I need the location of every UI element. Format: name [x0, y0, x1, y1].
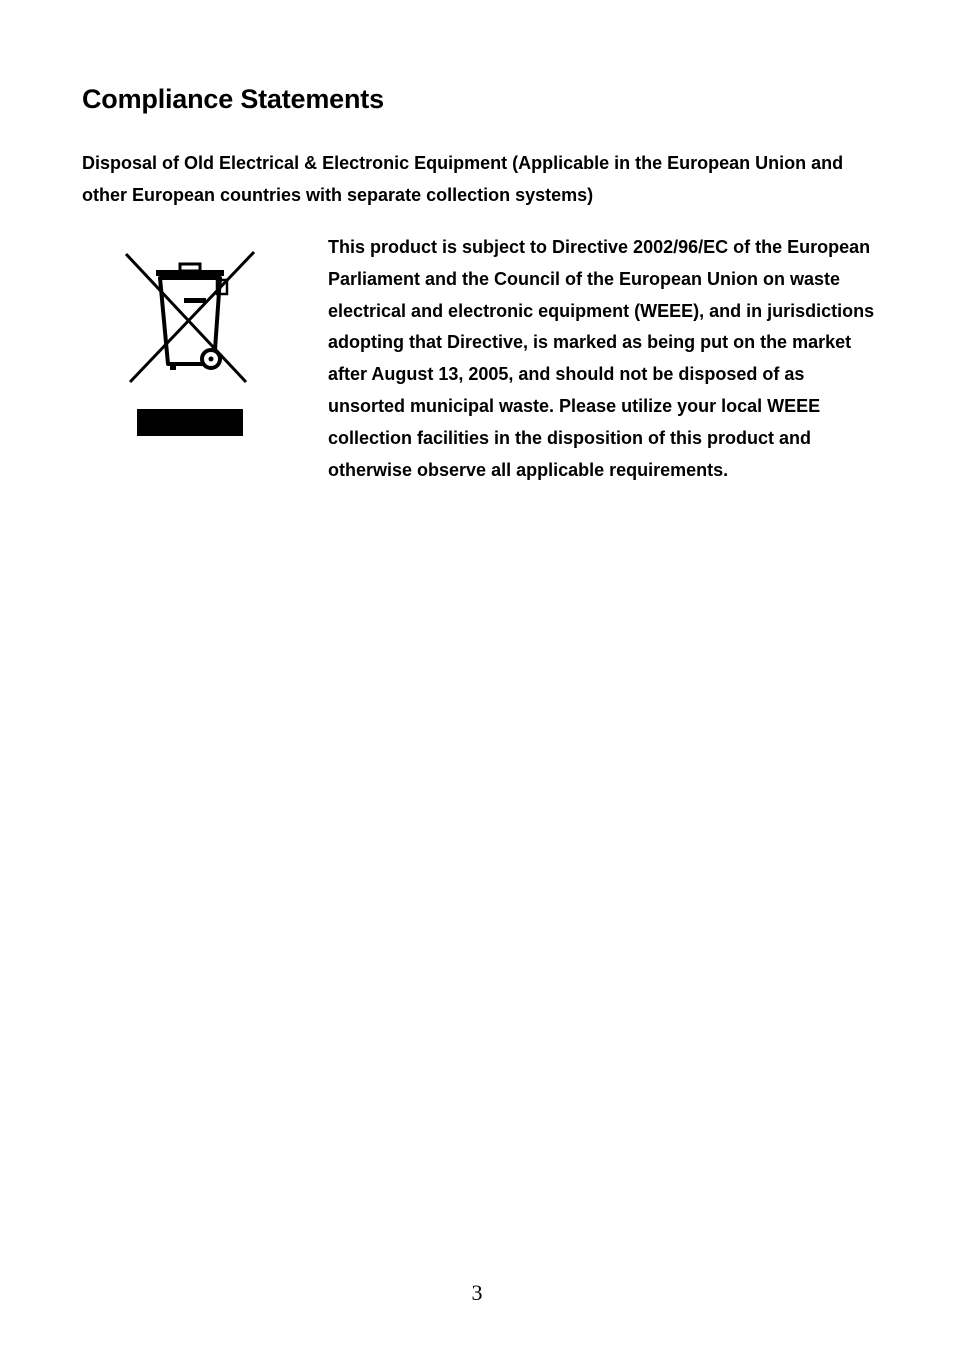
- directive-paragraph: This product is subject to Directive 2002/96/EC of the European Parliament and the Council of the European Union on waste electrical and electronic equipment (WEEE), and in jurisdictions adopting that Directive, is marked as being put on the market after August 13, 2005, and should not be disposed of as unsorted municipal waste. Please utilize your local WEEE collection facilities in the disposition of this product and otherwise observe all applicable requirements.: [328, 237, 875, 480]
- page-title: Compliance Statements: [82, 84, 384, 114]
- page-number: 3: [471, 1280, 483, 1305]
- crossed-out-wheelie-bin-icon: [122, 248, 262, 440]
- section-heading: Disposal of Old Electrical & Electronic Equipment (Applicable in the European Union and other European countries with separate collection systems): [82, 153, 844, 205]
